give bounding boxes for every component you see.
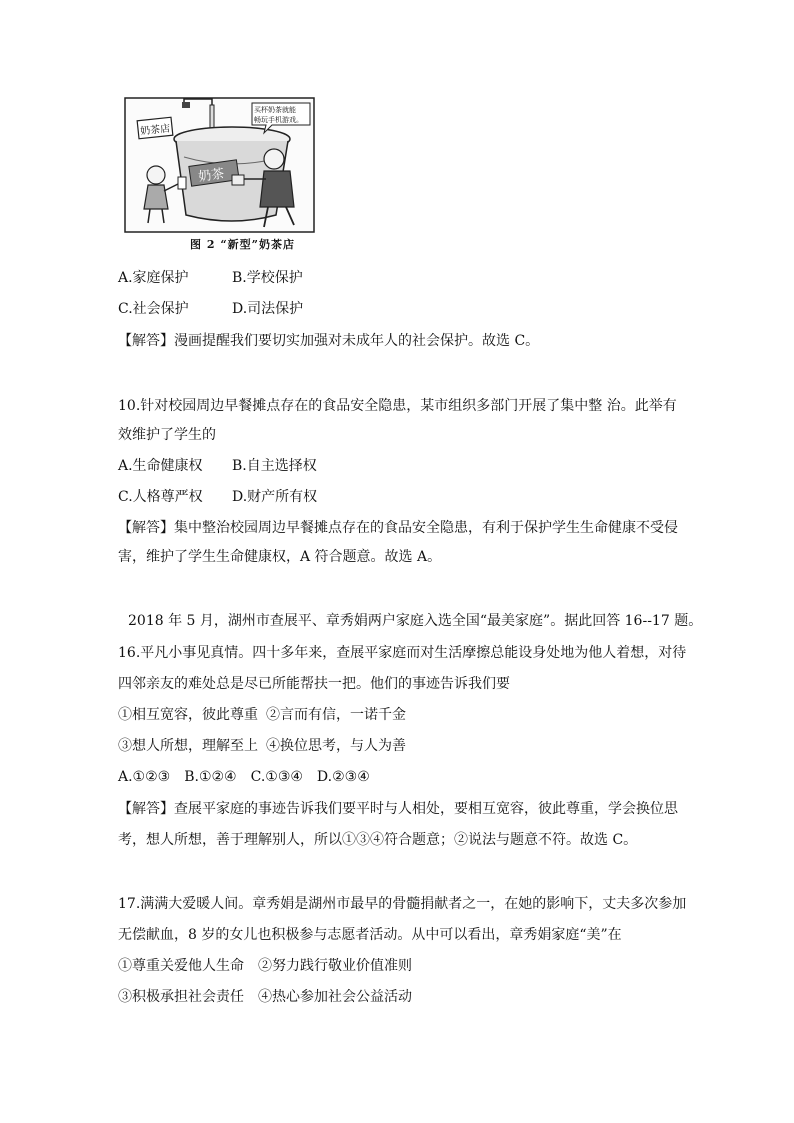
figure-caption: 图 2 “新型”奶茶店: [190, 238, 295, 251]
milk-tea-shop-cartoon: [124, 97, 315, 245]
q16-answer-line-2: 考，想人所想，善于理解别人，所以①③④符合题意；②说法与题意不符。故选 C。: [118, 832, 638, 848]
q16-item-4: ④换位思考，与人为善: [266, 738, 406, 754]
q9-answer: 【解答】漫画提醒我们要切实加强对未成年人的社会保护。故选 C。: [118, 333, 540, 349]
speech-bubble-line-1: 买杯奶茶就能: [254, 106, 296, 114]
q17-stem-line-1: 17.满满大爱暖人间。章秀娟是湖州市最早的骨髓捐献者之一，在她的影响下，丈夫多次参加: [118, 896, 687, 912]
q10-option-c: C.人格尊严权: [118, 489, 203, 505]
q9-option-d: D.司法保护: [232, 301, 304, 317]
q16-stem-line-2: 四邻亲友的难处总是尽已所能帮扶一把。他们的事迹告诉我们要: [118, 676, 510, 692]
q17-item-4: ④热心参加社会公益活动: [258, 989, 412, 1005]
q9-option-b: B.学校保护: [232, 270, 303, 286]
q9-option-a: A.家庭保护: [118, 270, 189, 286]
q16-item-1: ①相互宽容，彼此尊重: [118, 707, 258, 723]
q16-item-3: ③想人所想，理解至上: [118, 738, 258, 754]
q10-stem-line-2: 效维护了学生的: [118, 427, 216, 443]
q17-item-3: ③积极承担社会责任: [118, 989, 244, 1005]
q17-stem-line-2: 无偿献血，8 岁的女儿也积极参与志愿者活动。从中可以看出，章秀娟家庭“美”在: [118, 927, 622, 943]
q10-option-b: B.自主选择权: [232, 458, 317, 474]
q17-item-2: ②努力践行敬业价值准则: [258, 958, 412, 974]
q16-options: A.①②③ B.①②④ C.①③④ D.②③④: [118, 769, 370, 785]
shop-sign: 奶茶店: [139, 123, 171, 138]
q9-option-c: C.社会保护: [118, 301, 189, 317]
intro-paragraph: 2018 年 5 月，湖州市查展平、章秀娟两户家庭入选全国“最美家庭”。据此回答 16--17 题。: [128, 613, 703, 629]
q16-answer-line-1: 【解答】查展平家庭的事迹告诉我们要平时与人相处，要相互宽容，彼此尊重，学会换位思: [118, 801, 678, 817]
q10-answer-line-1: 【解答】集中整治校园周边早餐摊点存在的食品安全隐患，有利于保护学生生命健康不受侵: [118, 520, 678, 536]
q10-stem-line-1: 10.针对校园周边早餐摊点存在的食品安全隐患，某市组织多部门开展了集中整 治。此举有: [118, 398, 677, 414]
q10-option-a: A.生命健康权: [118, 458, 203, 474]
q10-answer-line-2: 害，维护了学生生命健康权，A 符合题意。故选 A。: [118, 549, 442, 565]
q17-item-1: ①尊重关爱他人生命: [118, 958, 244, 974]
speech-bubble-line-2: 畅玩手机游戏。: [254, 116, 303, 124]
cup-label: 奶茶: [197, 166, 226, 186]
q16-item-2: ②言而有信，一诺千金: [266, 707, 406, 723]
q16-stem-line-1: 16.平凡小事见真情。四十多年来，查展平家庭而对生活摩擦总能设身处地为他人着想，对待: [118, 645, 687, 661]
q10-option-d: D.财产所有权: [232, 489, 318, 505]
